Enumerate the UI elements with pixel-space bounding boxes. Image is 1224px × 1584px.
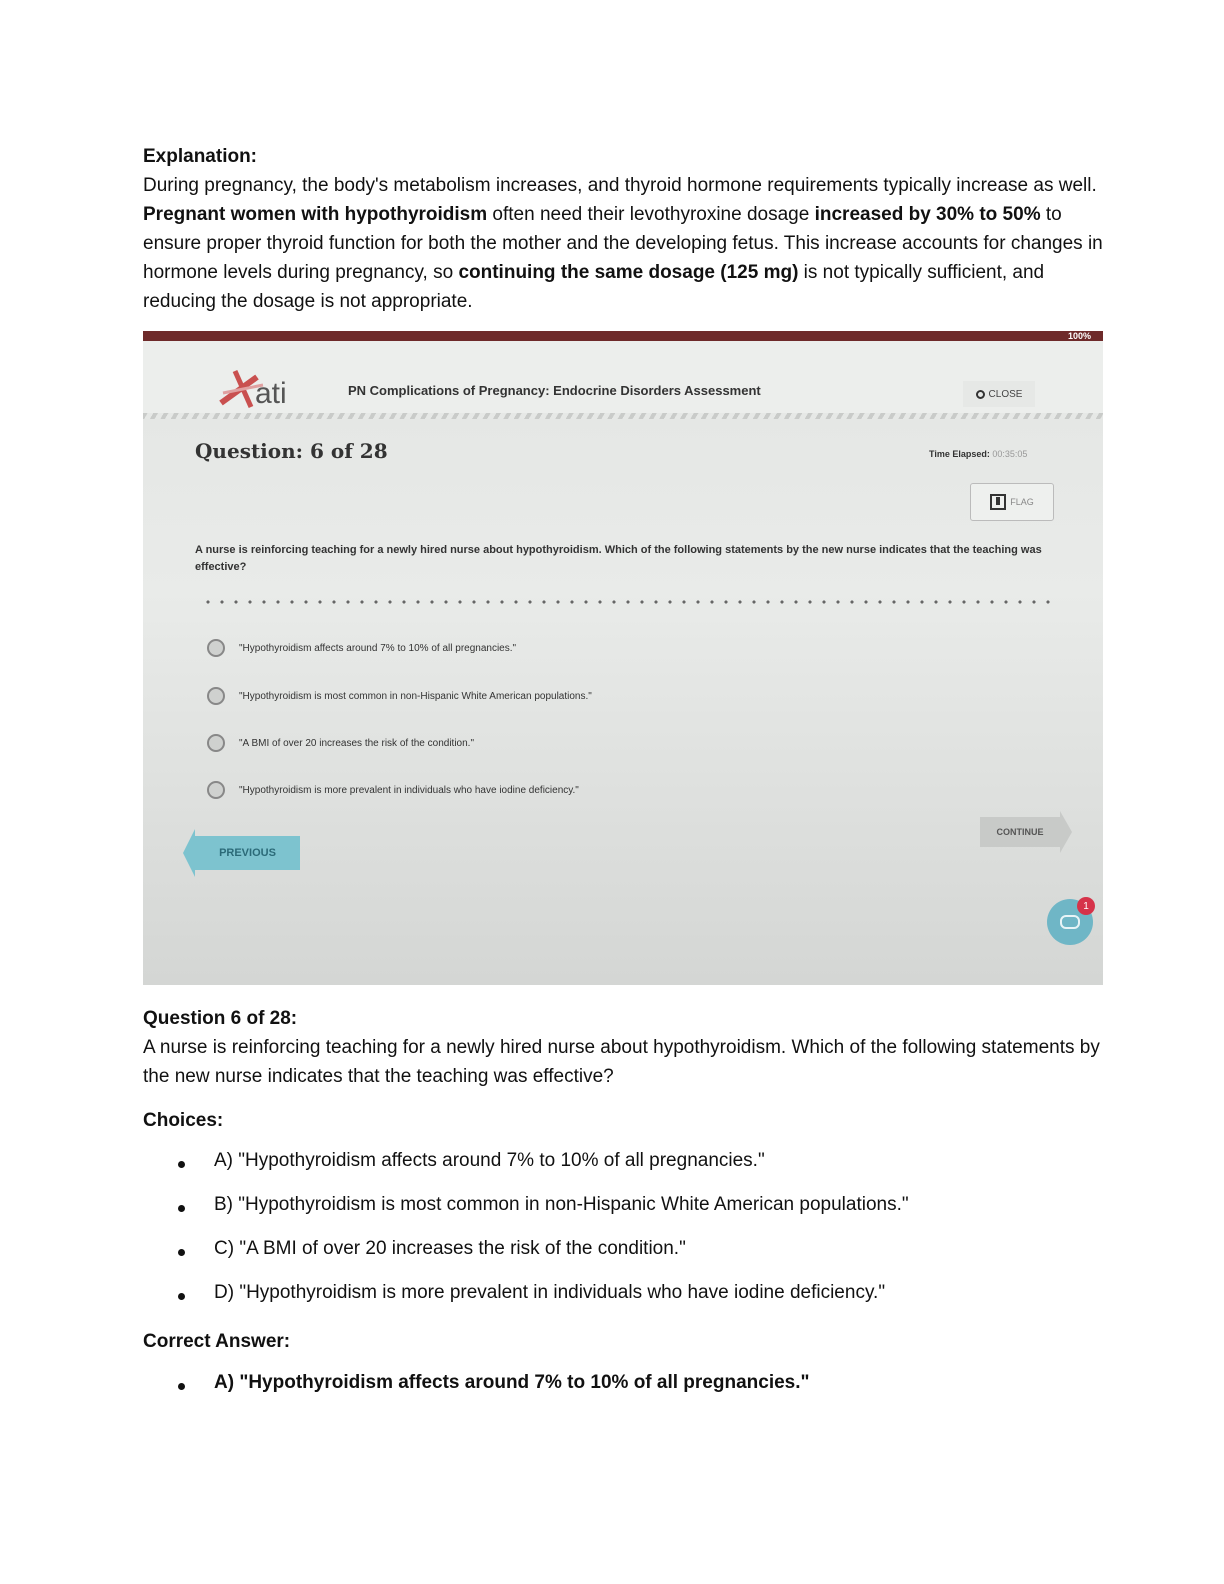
- choice-text: C) "A BMI of over 20 increases the risk of the condition.": [214, 1238, 686, 1259]
- assessment-title: PN Complications of Pregnancy: Endocrine Disorders Assessment: [348, 383, 761, 398]
- time-value: 00:35:05: [992, 449, 1028, 459]
- previous-button[interactable]: PREVIOUS: [195, 836, 300, 870]
- choice-text: A) "Hypothyroidism affects around 7% to 10% of all pregnancies.": [214, 1150, 765, 1171]
- question-stem: A nurse is reinforcing teaching for a newly hired nurse about hypothyroidism. Which of the following statements by the new nurse indicates that the teaching was effective?: [195, 544, 1042, 573]
- time-elapsed: [929, 449, 1027, 459]
- assessment-screenshot: [143, 331, 1103, 985]
- choices-heading: Choices:: [143, 1110, 224, 1131]
- radio-button[interactable]: [207, 734, 225, 752]
- answer-option-c[interactable]: [207, 734, 474, 752]
- header-divider: [143, 413, 1103, 419]
- assessment-header: [143, 341, 1103, 415]
- radio-button[interactable]: [207, 781, 225, 799]
- answer-option-a[interactable]: [207, 639, 516, 657]
- option-text: "Hypothyroidism is most common in non-Hispanic White American populations.": [239, 690, 592, 702]
- battery-level: 100%: [1067, 331, 1091, 341]
- explanation-text: During pregnancy, the body's metabolism increases, and thyroid hormone requirements typically increase as well. Pregnant women with hypothyroidism often need their levothyroxine dosage increased by 30% to 50% to ensure proper thyroid function for both the mother and the developing fetus. This increase accounts for changes in hormone levels during pregnancy, so continuing the same dosage (125 mg) is not typically sufficient, and reducing the dosage is not appropriate.: [143, 175, 1103, 312]
- bullet-icon: [178, 1205, 185, 1212]
- answer-heading: Correct Answer:: [143, 1331, 291, 1352]
- choice-text: D) "Hypothyroidism is more prevalent in individuals who have iodine deficiency.": [214, 1282, 886, 1303]
- continue-button[interactable]: CONTINUE: [980, 817, 1060, 847]
- radio-button[interactable]: [207, 687, 225, 705]
- device-status-bar: [143, 331, 1103, 341]
- close-button[interactable]: [963, 381, 1035, 407]
- option-text: "Hypothyroidism affects around 7% to 10% of all pregnancies.": [239, 642, 517, 654]
- bullet-icon: [178, 1383, 185, 1390]
- flag-label: FLAG: [1010, 497, 1034, 507]
- ati-logo-text: ati: [255, 377, 287, 410]
- radio-button[interactable]: [207, 639, 225, 657]
- choice-text: B) "Hypothyroidism is most common in non-Hispanic White American populations.": [214, 1194, 909, 1215]
- answer-option-b[interactable]: [207, 687, 592, 705]
- explanation-heading: Explanation:: [143, 146, 258, 167]
- close-icon: [976, 390, 985, 399]
- question-heading: Question 6 of 28:: [143, 1008, 298, 1029]
- notification-badge: 1: [1077, 897, 1095, 915]
- answer-option-d[interactable]: [207, 781, 579, 799]
- option-text: "Hypothyroidism is more prevalent in individuals who have iodine deficiency.": [239, 784, 579, 796]
- dotted-divider: [201, 599, 1051, 605]
- chat-bubble-icon: [1060, 915, 1080, 929]
- bullet-icon: [178, 1293, 185, 1300]
- bullet-icon: [178, 1161, 185, 1168]
- option-text: "A BMI of over 20 increases the risk of the condition.": [239, 737, 474, 749]
- close-label: CLOSE: [988, 388, 1023, 400]
- bookmark-icon: [990, 494, 1006, 510]
- correct-answer-text: A) "Hypothyroidism affects around 7% to 10% of all pregnancies.": [214, 1372, 810, 1393]
- flag-button[interactable]: [970, 483, 1054, 521]
- time-label: Time Elapsed:: [929, 449, 990, 459]
- bullet-icon: [178, 1249, 185, 1256]
- question-counter: Question: 6 of 28: [195, 439, 388, 463]
- question-text: A nurse is reinforcing teaching for a newly hired nurse about hypothyroidism. Which of the following statements by the new nurse indicates that the teaching was effective?: [143, 1037, 1100, 1087]
